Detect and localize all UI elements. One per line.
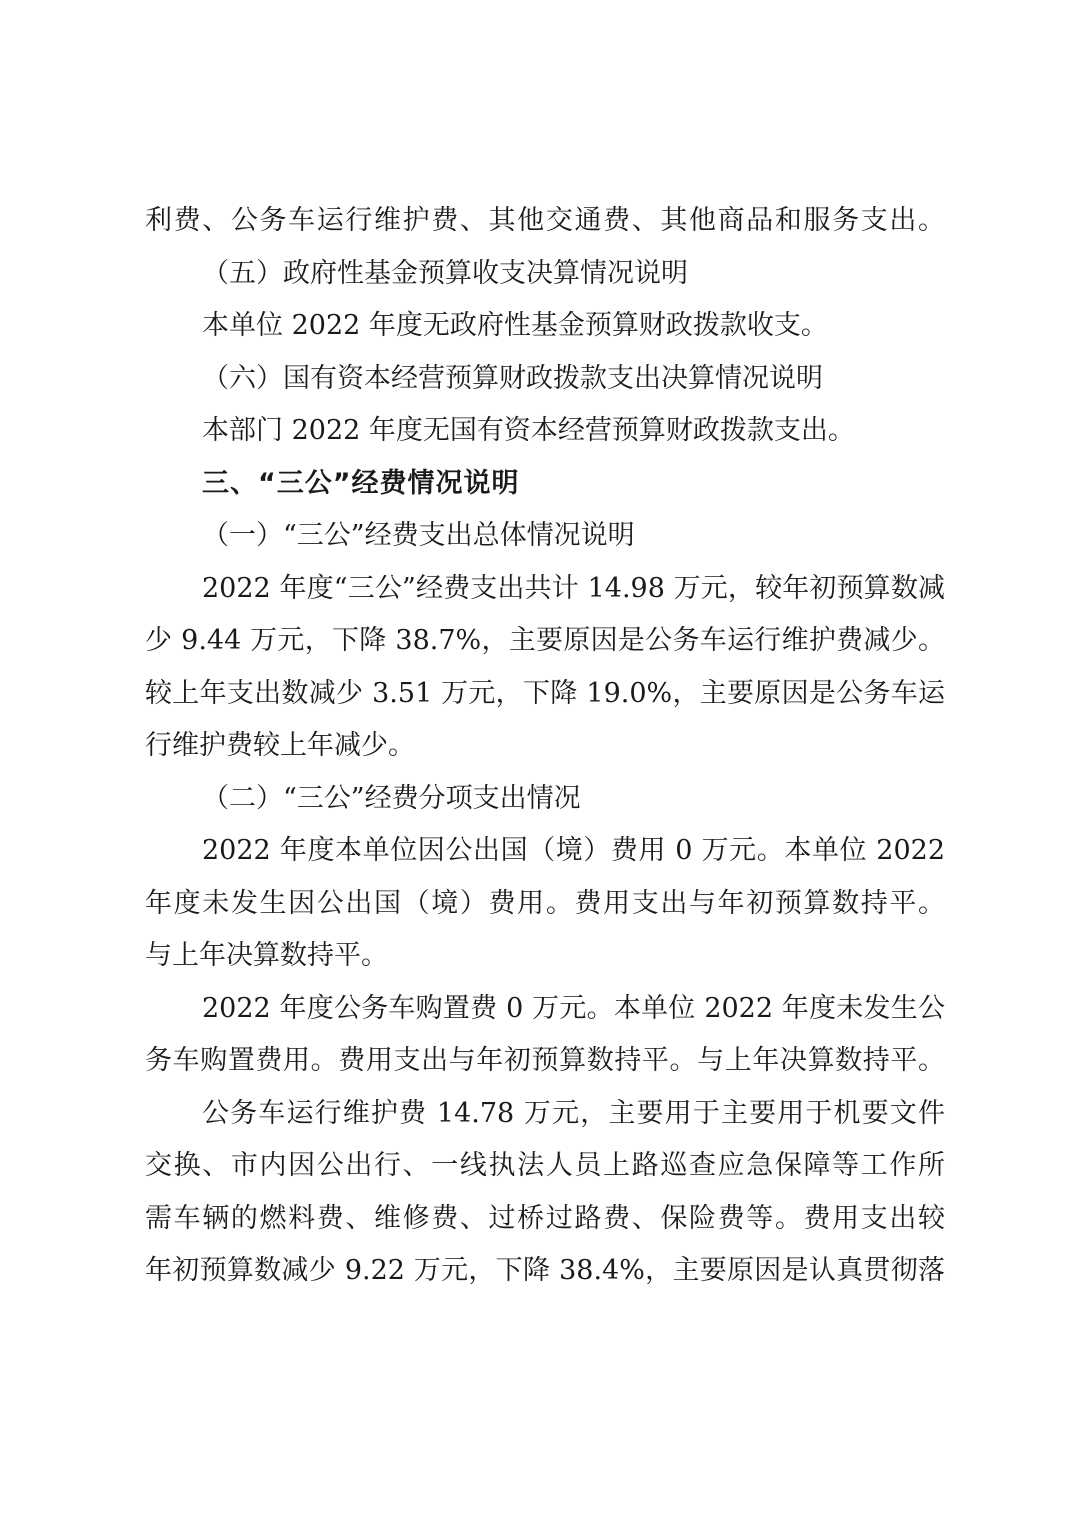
paragraph-line: 2022 年度本单位因公出国（境）费用 0 万元。本单位 2022 — [202, 835, 945, 866]
paragraph-line: 少 9.44 万元，下降 38.7%，主要原因是公务车运行维护费减少。 — [145, 625, 945, 656]
paragraph-line: 交换、市内因公出行、一线执法人员上路巡查应急保障等工作所 — [145, 1150, 945, 1181]
paragraph-line: 年度未发生因公出国（境）费用。费用支出与年初预算数持平。 — [145, 887, 945, 919]
subsection-heading-5: （五）政府性基金预算收支决算情况说明 — [202, 257, 688, 289]
subsection-heading-1: （一）“三公”经费支出总体情况说明 — [202, 520, 635, 551]
paragraph-line: 本部门 2022 年度无国有资本经营预算财政拨款支出。 — [202, 415, 855, 446]
paragraph-line: 年初预算数减少 9.22 万元，下降 38.4%，主要原因是认真贯彻落 — [145, 1255, 945, 1286]
paragraph-line: 本单位 2022 年度无政府性基金预算财政拨款收支。 — [202, 310, 828, 341]
paragraph-line: 行维护费较上年减少。 — [145, 730, 415, 761]
section-heading-3: 三、“三公”经费情况说明 — [202, 467, 520, 499]
paragraph-line: 2022 年度公务车购置费 0 万元。本单位 2022 年度未发生公 — [202, 992, 945, 1024]
paragraph-line: 与上年决算数持平。 — [145, 940, 388, 971]
subsection-heading-2: （二）“三公”经费分项支出情况 — [202, 782, 581, 814]
paragraph-line: 公务车运行维护费 14.78 万元，主要用于主要用于机要文件 — [202, 1097, 945, 1129]
subsection-heading-6: （六）国有资本经营预算财政拨款支出决算情况说明 — [202, 362, 823, 394]
paragraph-line: 务车购置费用。费用支出与年初预算数持平。与上年决算数持平。 — [145, 1045, 945, 1076]
paragraph-continuation: 利费、公务车运行维护费、其他交通费、其他商品和服务支出。 — [145, 205, 945, 236]
paragraph-line: 2022 年度“三公”经费支出共计 14.98 万元，较年初预算数减 — [202, 572, 945, 604]
paragraph-line: 需车辆的燃料费、维修费、过桥过路费、保险费等。费用支出较 — [145, 1202, 945, 1234]
paragraph-line: 较上年支出数减少 3.51 万元，下降 19.0%，主要原因是公务车运 — [145, 677, 945, 709]
document-body — [145, 195, 945, 1298]
